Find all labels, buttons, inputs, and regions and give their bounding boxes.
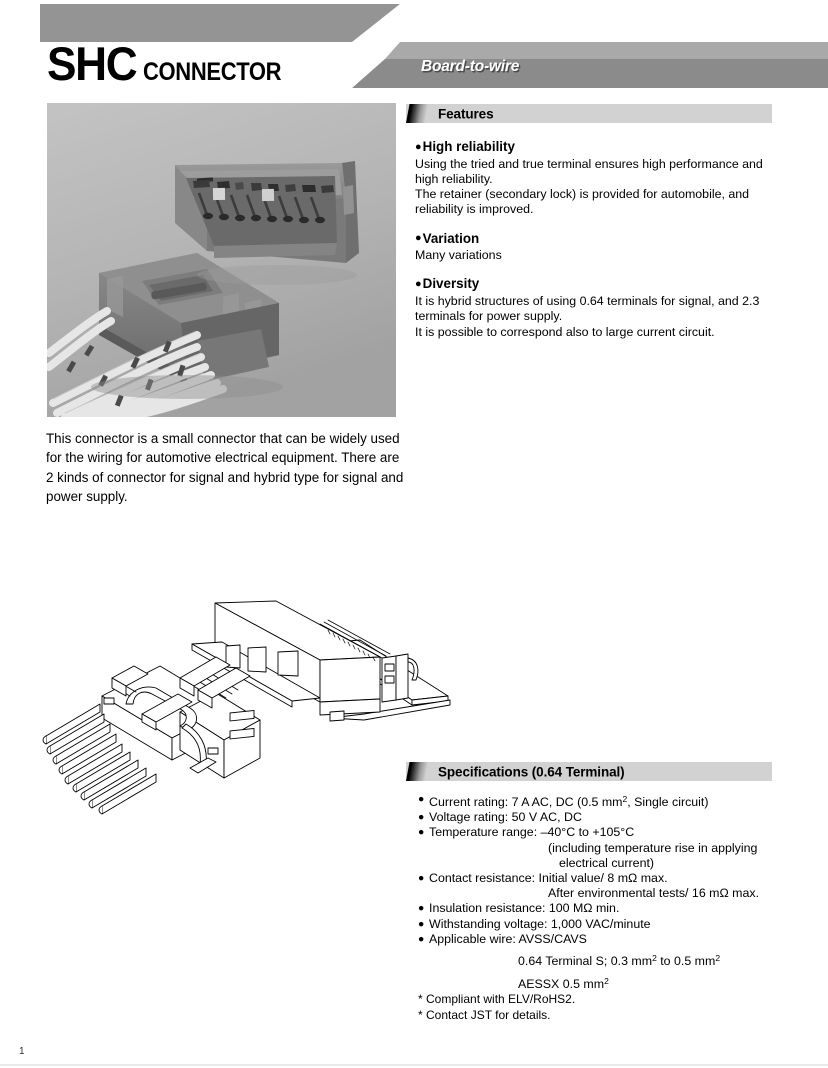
feature-text: Using the tried and true terminal ensures high performance and high reliability. The retainer (secondary lock) is provided for automobile, and reliability is improved. [415, 156, 763, 217]
feature-title: ●Diversity [415, 276, 480, 292]
bullet-icon: ● [418, 811, 425, 824]
bullet-icon: ● [418, 872, 425, 885]
feature-title: ●High reliability [415, 139, 515, 154]
feature-text: Many variations [415, 248, 502, 263]
spec-continuation: 0.64 Terminal S; 0.3 $mm^2$ to 0.5 $mm^2$ [518, 953, 721, 969]
spec-continuation: (including temperature rise in applying [548, 840, 758, 855]
bullet-icon: ● [415, 232, 422, 245]
photo-caption: This connector is a small connector that can be widely used for the wiring for automotive electrical equipment. There are 2 kinds of connector for signal and hybrid type for signal and power supply. [46, 431, 404, 505]
bullet-icon: ● [418, 932, 425, 945]
product-title [47, 37, 300, 90]
spec-continuation: AESSX 0.5 $mm^2$ [518, 976, 609, 992]
masthead [0, 0, 828, 96]
spec-item: ● Current rating: 7 A AC, DC (0.5 $mm^2$, Single circuit) [418, 793, 709, 809]
spec-continuation: electrical current) [559, 855, 655, 870]
spec-continuation: After environmental tests/ 16 mΩ max. [548, 886, 760, 901]
features-content [415, 138, 777, 352]
page-subtitle: CONNECTOR [143, 58, 282, 86]
feature-block [415, 138, 777, 218]
specifications-heading: Specifications (0.64 Terminal) [438, 764, 625, 779]
features-heading: Features [438, 106, 494, 121]
connector-type-tag: Board-to-wire [421, 58, 520, 75]
features-section-header [406, 104, 772, 123]
spec-item: ● Voltage rating: 50 V AC, DC [418, 810, 582, 825]
spec-item: ● Insulation resistance: 100 MΩ min. [418, 901, 620, 916]
bullet-icon: ● [418, 902, 425, 915]
compliance-notes [418, 991, 788, 1023]
section-marker-icon [406, 104, 428, 123]
specifications-section-header [406, 762, 772, 781]
feature-title: ●Variation [415, 230, 480, 246]
bullet-icon: ● [418, 917, 425, 930]
page-title: SHC [47, 37, 137, 90]
footer-divider [0, 1064, 828, 1066]
feature-block [415, 230, 777, 264]
bullet-icon: ● [415, 277, 422, 290]
spec-item: ● Temperature range: –40°C to +105°C [418, 825, 635, 840]
note-line: * Compliant with ELV/RoHS2. [418, 992, 576, 1006]
bullet-icon: ● [418, 793, 425, 805]
line-drawing-graphic [30, 600, 460, 830]
note-line: * Contact JST for details. [418, 1008, 551, 1022]
specifications-list [418, 792, 788, 992]
product-photo [47, 103, 396, 417]
feature-block [415, 275, 777, 339]
section-marker-icon [406, 762, 428, 781]
feature-text: It is hybrid structures of using 0.64 terminals for signal, and 2.3 terminals for power supply. It is possible to correspond also to large current circuit. [415, 293, 760, 339]
spec-item: ● Applicable wire: AVSS/CAVS [418, 931, 587, 946]
page-number: 1 [19, 1046, 25, 1057]
photo-illustration [47, 103, 396, 417]
bullet-icon: ● [418, 826, 425, 839]
spec-item: ● Withstanding voltage: 1,000 VAC/minute [418, 916, 651, 931]
spec-item: ● Contact resistance: Initial value/ 8 mΩ max. [418, 871, 668, 886]
bullet-icon: ● [415, 140, 422, 153]
connector-line-drawing [30, 600, 460, 830]
